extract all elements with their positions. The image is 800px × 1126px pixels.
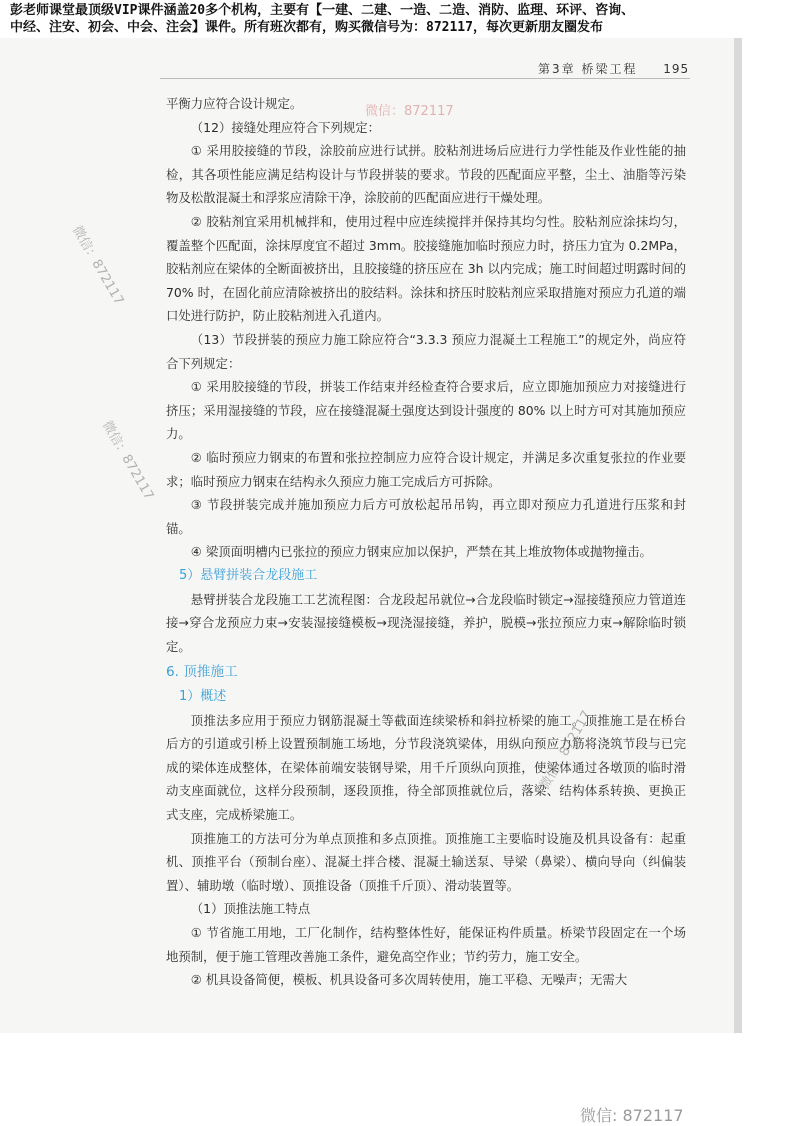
paragraph: （13）节段拼装的预应力施工除应符合“3.3.3 预应力混凝土工程施工”的规定外，尚应符合下列规定： — [166, 331, 686, 371]
section-heading-6-1: 1）概述 — [179, 688, 227, 704]
paragraph: ② 胶粘剂宜采用机械拌和，使用过程中应连续搅拌并保持其均匀性。胶粘剂应涂抹均匀，覆盖整个匹配面，涂抹厚度宜不超过 3mm。胶接缝施加临时预应力时，挤压力宜为 0.2MPa，胶粘剂应在梁体的全断面被挤出，且胶接缝的挤压应在 3h 以内完成；施工时间超过明露时间的 70% 时，在固化前应清除被挤出的胶结料。涂抹和挤压时胶粘剂应采取措施对预应力孔道的端口处进行防护，防止胶粘剂进入孔道内。 — [166, 213, 686, 324]
section-heading-5: 5）悬臂拼装合龙段施工 — [179, 567, 318, 583]
paragraph: 悬臂拼装合龙段施工工艺流程图：合龙段起吊就位→合龙段临时锁定→湿接缝预应力管道连接→穿合龙预应力束→安装湿接缝模板→现浇湿接缝，养护，脱模→张拉预应力束→解除临时锁定。 — [166, 591, 686, 655]
paragraph: ③ 节段拼装完成并施加预应力后方可放松起吊吊钩，再立即对预应力孔道进行压浆和封锚。 — [166, 497, 686, 536]
watermark: 微信：872117 — [68, 223, 127, 308]
paragraph: ① 采用胶接缝的节段，涂胶前应进行试拼。胶粘剂进场后应进行力学性能及作业性能的抽检，其各项性能应满足结构设计与节段拼装的要求。节段的匹配面应平整，尘土、油脂等污染物及松散混凝土和浮浆应清除干净，涂胶前的匹配面应进行干燥处理。 — [166, 143, 686, 206]
paragraph: 顶推施工的方法可分为单点顶推和多点顶推。顶推施工主要临时设施及机具设备有：起重机、顶推平台（预制台座）、混凝土拌合楼、混凝土输送泵、导梁（鼻梁）、横向导向（纠偏装置）、辅助墩（临时墩）、顶推设备（顶推千斤顶）、滑动装置等。 — [166, 830, 686, 893]
footer-watermark: 微信: 872117 — [580, 1106, 684, 1125]
page-body — [166, 92, 686, 992]
chapter-title: 第3章 桥梁工程 — [538, 62, 638, 76]
paragraph: （12）接缝处理应符合下列规定： — [190, 119, 381, 135]
paragraph: ② 临时预应力钢束的布置和张拉控制应力应符合设计规定，并满足多次重复张拉的作业要求；临时预应力钢束在结构永久预应力施工完成后方可拆除。 — [166, 449, 686, 489]
page-number: 195 — [663, 62, 690, 76]
paragraph: ② 机具设备简便，模板、机具设备可多次周转使用，施工平稳、无噪声；无需大 — [190, 972, 628, 988]
running-header — [538, 60, 689, 77]
paragraph: 顶推法多应用于预应力钢筋混凝土等截面连续梁桥和斜拉桥梁的施工。顶推施工是在桥台后方的引道或引桥上设置预制施工场地，分节段浇筑梁体，用纵向预应力筋将浇筑节段与已完成的梁体连成整体，在梁体前端安装钢导梁，用千斤顶纵向顶推，使梁体通过各墩顶的临时滑动支座面就位，这样分段预制，逐段顶推，待全部顶推就位后，落梁、结构体系转换、更换正式支座，完成桥梁施工。 — [166, 712, 686, 823]
paragraph: ① 采用胶接缝的节段，拼装工作结束并经检查符合要求后，应立即施加预应力对接缝进行挤压；采用湿接缝的节段，应在接缝混凝土强度达到设计强度的 80% 以上时方可对其施加预应力。 — [166, 379, 686, 442]
header-rule — [160, 78, 690, 79]
watermark: 微信：872117 — [98, 418, 157, 503]
promo-banner — [0, 2, 800, 36]
promo-banner-line-1: 彭老师课堂最顶级VIP课件涵盖20多个机构，主要有【一建、二建、一造、二造、消防、监理、环评、咨询、 — [10, 3, 635, 18]
paragraph: ① 节省施工用地，工厂化制作，结构整体性好，能保证构件质量。桥梁节段固定在一个场地预制，便于施工管理改善施工条件，避免高空作业；节约劳力，施工安全。 — [166, 925, 686, 964]
promo-banner-line-2: 中经、注安、初会、中会、注会】课件。所有班次都有，购买微信号为：872117，每次更新朋友圈发布 — [10, 20, 603, 35]
watermark: 微信：872117 — [537, 708, 595, 793]
paragraph: ④ 梁顶面明槽内已张拉的预应力钢束应加以保护，严禁在其上堆放物体或抛物撞击。 — [190, 544, 652, 560]
page-edge — [734, 38, 742, 1033]
paragraph: 平衡力应符合设计规定。 — [166, 96, 303, 111]
section-heading-6: 6. 顶推施工 — [166, 663, 238, 680]
paragraph: （1）顶推法施工特点 — [190, 901, 311, 917]
watermark: 微信：872117 — [365, 104, 454, 119]
